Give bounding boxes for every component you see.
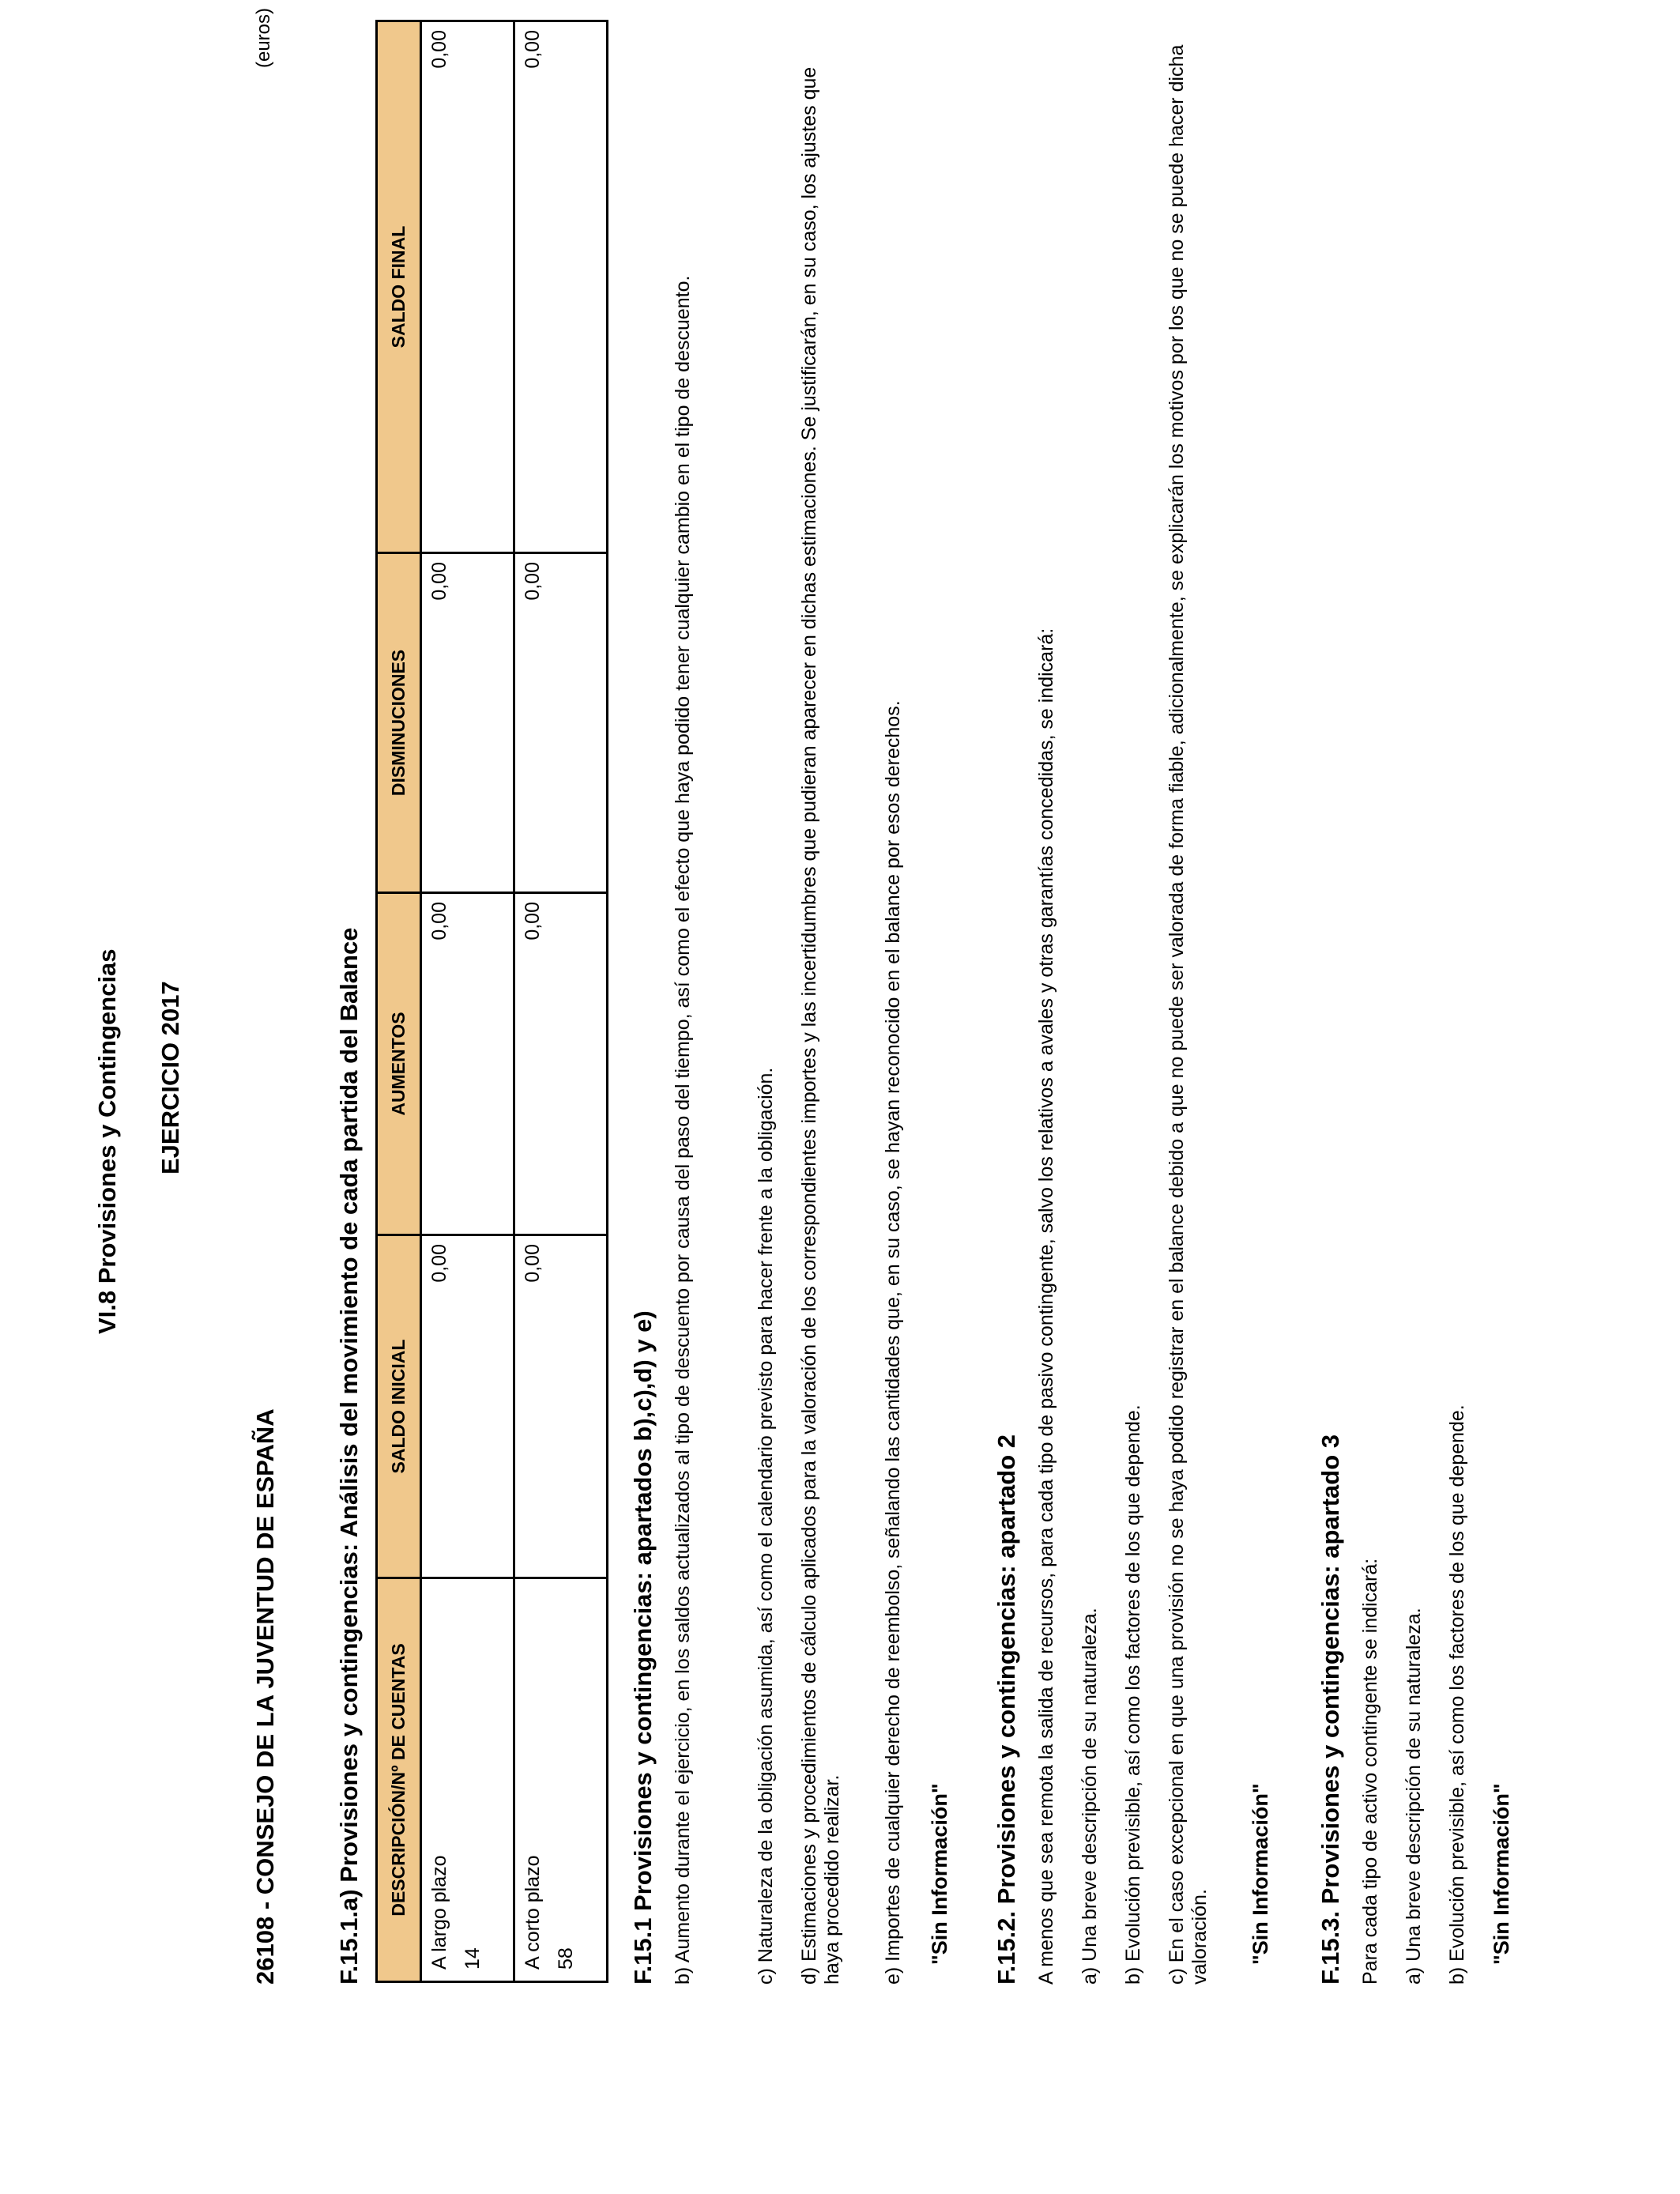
aumentos-value: 0,00 [522,902,544,941]
f153-status: "Sin Información" [1490,1783,1513,1965]
movement-table [375,20,608,1983]
table-header-row [377,21,421,1982]
f153-intro: Para cada tipo de activo contingente se indicará: [1359,1558,1381,1985]
saldo-final-value: 0,00 [428,30,450,69]
f151-item-b: b) Aumento durante el ejercicio, en los saldos actualizados al tipo de descuento por causa del paso del tiempo, así como el efecto que haya podido tener cualquier cambio en el tipo de descuento. [672,275,694,1985]
entity-name: 26108 - CONSEJO DE LA JUVENTUD DE ESPAÑA [251,1408,279,1985]
col-descripcion: DESCRIPCIÓN/Nº DE CUENTAS [377,1578,421,1982]
exercise-year: EJERCICIO 2017 [156,981,184,1174]
f152-intro: A menos que sea remota la salida de recursos, para cada tipo de pasivo contingente, salvo los relativos a avales y otras garantías concedidas, se indicará: [1035,628,1057,1985]
f152-item-c: c) En el caso excepcional en que una provisión no se haya podido registrar en el balance debido a que no puede ser valorada de forma fiable, adicionalmente, se explicarán los motivos por los que no se puede hacer dicha valoración. [1166,44,1211,1985]
f1511-heading: F.15.1.a) Provisiones y contingencias: Análisis del movimiento de cada partida del Balance [335,927,363,1985]
f151-heading: F.15.1 Provisiones y contingencias: apartados b),c),d) y e) [629,1310,657,1985]
row-account: 14 [461,1947,484,1970]
units-label: (euros) [253,7,274,68]
f153-item-b: b) Evolución previsible, así como los factores de los que depende. [1446,1404,1468,1985]
col-aumentos: AUMENTOS [377,893,421,1235]
f152-status: "Sin Información" [1249,1783,1272,1965]
row-description: A largo plazo [428,1855,450,1970]
table-row [421,21,514,1982]
f153-item-a: a) Una breve descripción de su naturaleza. [1403,1608,1425,1985]
section-title: VI.8 Provisiones y Contingencias [93,948,121,1334]
f151-item-e: e) Importes de cualquier derecho de reembolso, señalando las cantidades que, en su caso, se hayan reconocido en el balance por esos derechos. [882,700,904,1985]
f152-heading: F.15.2. Provisiones y contingencias: apartado 2 [993,1434,1020,1985]
f151-item-c: c) Naturaleza de la obligación asumida, así como el calendario previsto para hacer frente a la obligación. [755,1067,777,1985]
f151-item-d: d) Estimaciones y procedimientos de cálculo aplicados para la valoración de los correspondientes importes y las incertidumbres que pudieran aparecer en dichas estimaciones. Se justificarán, en su caso, los ajustes que haya procedido realizar. [798,66,843,1985]
row-account: 58 [555,1947,577,1970]
table-row [514,21,608,1982]
f151-status: "Sin Información" [928,1783,951,1965]
saldo-inicial-value: 0,00 [522,1244,544,1283]
disminuciones-value: 0,00 [522,562,544,601]
f152-item-b: b) Evolución previsible, así como los factores de los que depende. [1122,1404,1144,1985]
disminuciones-value: 0,00 [428,562,450,601]
aumentos-value: 0,00 [428,902,450,941]
col-disminuciones: DISMINUCIONES [377,553,421,893]
col-saldo-final: SALDO FINAL [377,21,421,553]
row-description: A corto plazo [522,1855,544,1970]
f153-heading: F.15.3. Provisiones y contingencias: apartado 3 [1317,1434,1344,1985]
saldo-inicial-value: 0,00 [428,1244,450,1283]
saldo-final-value: 0,00 [522,30,544,69]
col-saldo-inicial: SALDO INICIAL [377,1235,421,1578]
f152-item-a: a) Una breve descripción de su naturaleza. [1079,1608,1101,1985]
